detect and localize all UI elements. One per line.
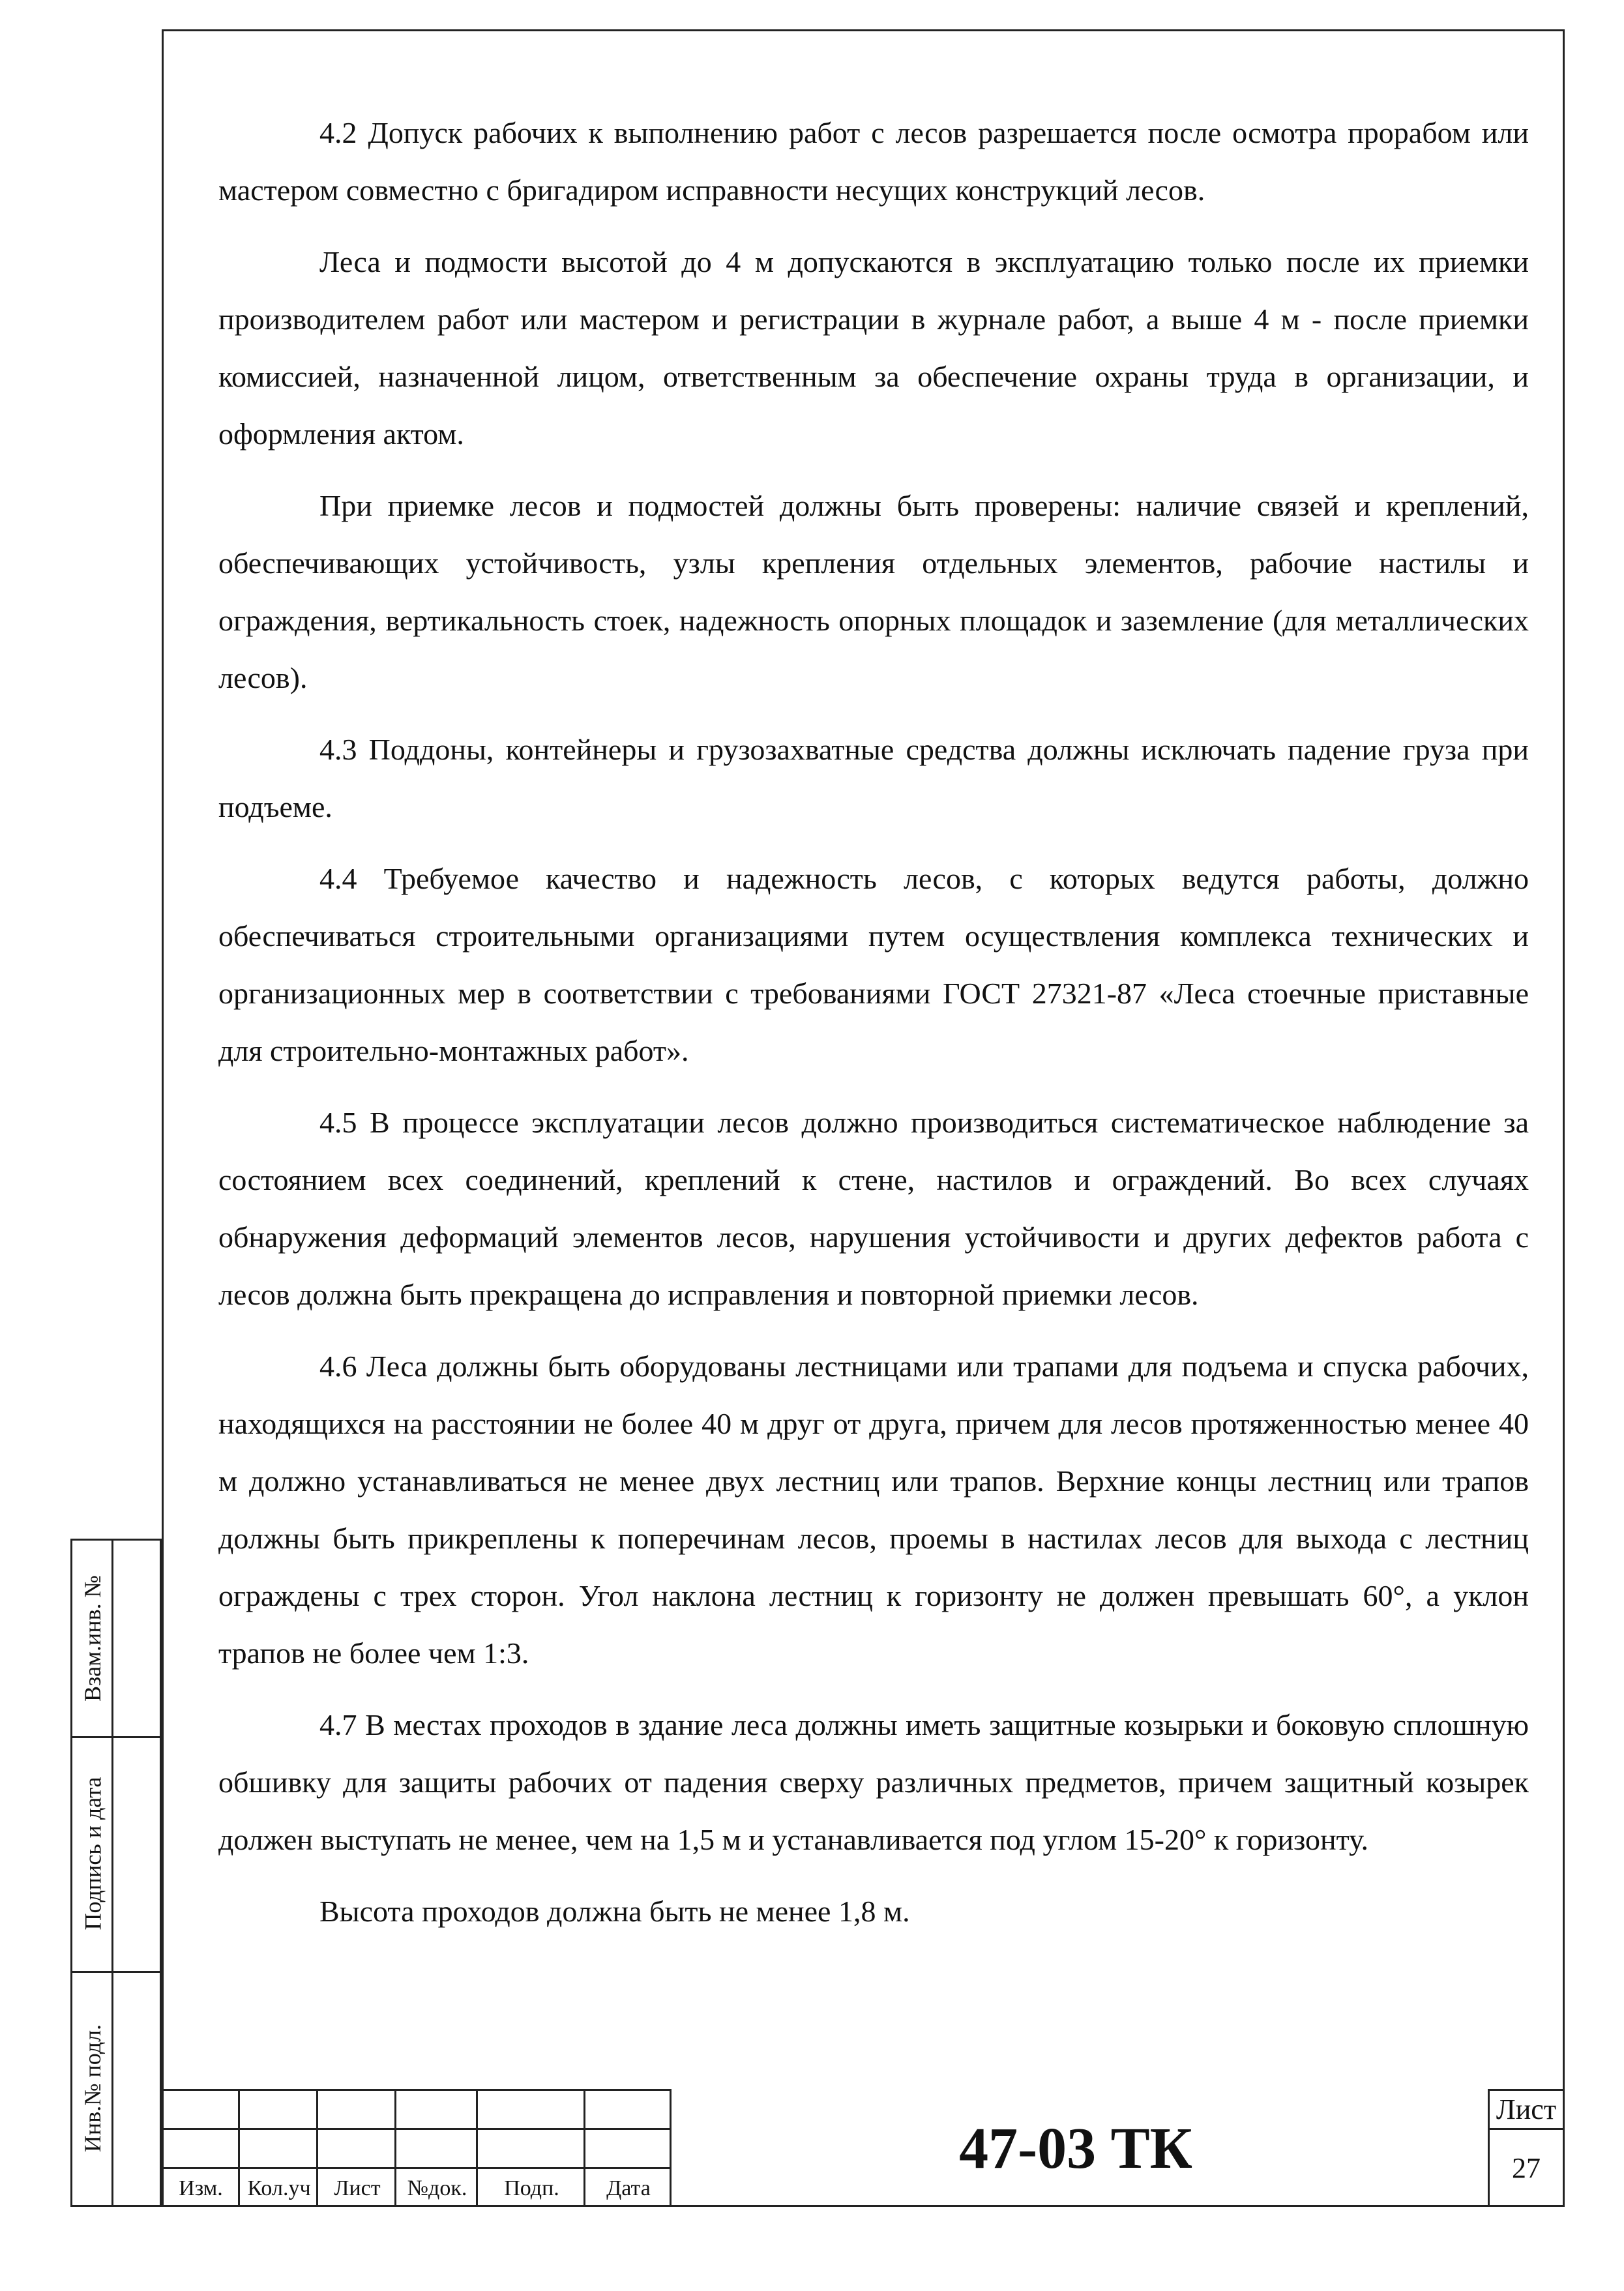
col-kol-uch: Кол.уч — [247, 2176, 311, 2200]
paragraph-passage-height: Высота проходов должна быть не менее 1,8 м. — [319, 1895, 910, 1928]
paragraph-4-4: 4.4 Требуемое качество и надежность лесов, с которых ведутся работы, должно обеспечиваться строительными организациями путем осуществления комплекса технических и организационных мер в соответствии с требованиями ГОСТ 27321-87 «Леса стоечные приставные для строительно-монтажных работ». — [218, 862, 1529, 1067]
paragraph-4-7: 4.7 В местах проходов в здание леса должны иметь защитные козырьки и боковую сплошную обшивку для защиты рабочих от падения сверху различных предметов, причем защитный козырек должен выступать не менее, чем на 1,5 м и устанавливается под углом 15-20° к горизонту. — [218, 1708, 1529, 1856]
paragraph-inspection: При приемке лесов и подмостей должны быть проверены: наличие связей и креплений, обеспечивающих устойчивость, узлы крепления отдельных элементов, рабочие настилы и ограждения, вертикальность стоек, надежность опорных площадок и заземление (для металлических лесов). — [218, 489, 1529, 694]
document-code: 47-03 ТК — [959, 2116, 1192, 2181]
col-podp: Подп. — [504, 2176, 559, 2200]
side-stamp — [70, 1539, 162, 2207]
zam-inv-label: Взам.инв. № — [80, 1575, 106, 1702]
sheet-label: Лист — [1496, 2093, 1557, 2125]
paragraph-acceptance: Леса и подмости высотой до 4 м допускаются в эксплуатацию только после их приемки производителем работ или мастером и регистрации в журнале работ, а выше 4 м - после приемки комиссией, назначенной лицом, ответственным за обеспечение охраны труда в организации, и оформления актом. — [218, 245, 1529, 451]
col-ndok: №док. — [407, 2176, 467, 2200]
col-data: Дата — [606, 2176, 651, 2200]
paragraph-4-3: 4.3 Поддоны, контейнеры и грузозахватные средства должны исключать падение груза при подъеме. — [218, 733, 1529, 823]
col-izm: Изм. — [179, 2176, 223, 2200]
sheet-number: 27 — [1512, 2152, 1541, 2184]
inv-podl-label: Инв.№ подл. — [80, 2024, 106, 2153]
paragraph-4-6: 4.6 Леса должны быть оборудованы лестницами или трапами для подъема и спуска рабочих, находящихся на расстоянии не более 40 м друг от друга, причем для лесов протяженностью менее 40 м должно устанавливаться не менее двух лестниц или трапов. Верхние концы лестниц или трапов должны быть прикреплены к поперечинам лесов, проемы в настилах лесов для выхода с лестниц ограждены с трех сторон. Угол наклона лестниц к горизонту не должен превышать 60°, а уклон трапов не более чем 1:3. — [218, 1350, 1529, 1670]
paragraph-4-5: 4.5 В процессе эксплуатации лесов должно производиться систематическое наблюдение за состоянием всех соединений, креплений к стене, настилов и ограждений. Во всех случаях обнаружения деформаций элементов лесов, нарушения устойчивости и других дефектов работа с лесов должна быть прекращена до исправления и повторной приемки лесов. — [218, 1106, 1529, 1311]
document-body — [218, 104, 1529, 1955]
sign-date-label: Подпись и дата — [80, 1777, 106, 1930]
paragraph-4-2: 4.2 Допуск рабочих к выполнению работ с лесов разрешается после осмотра прорабом или мастером совместно с бригадиром исправности несущих конструкций лесов. — [218, 116, 1529, 207]
col-list: Лист — [334, 2176, 381, 2200]
